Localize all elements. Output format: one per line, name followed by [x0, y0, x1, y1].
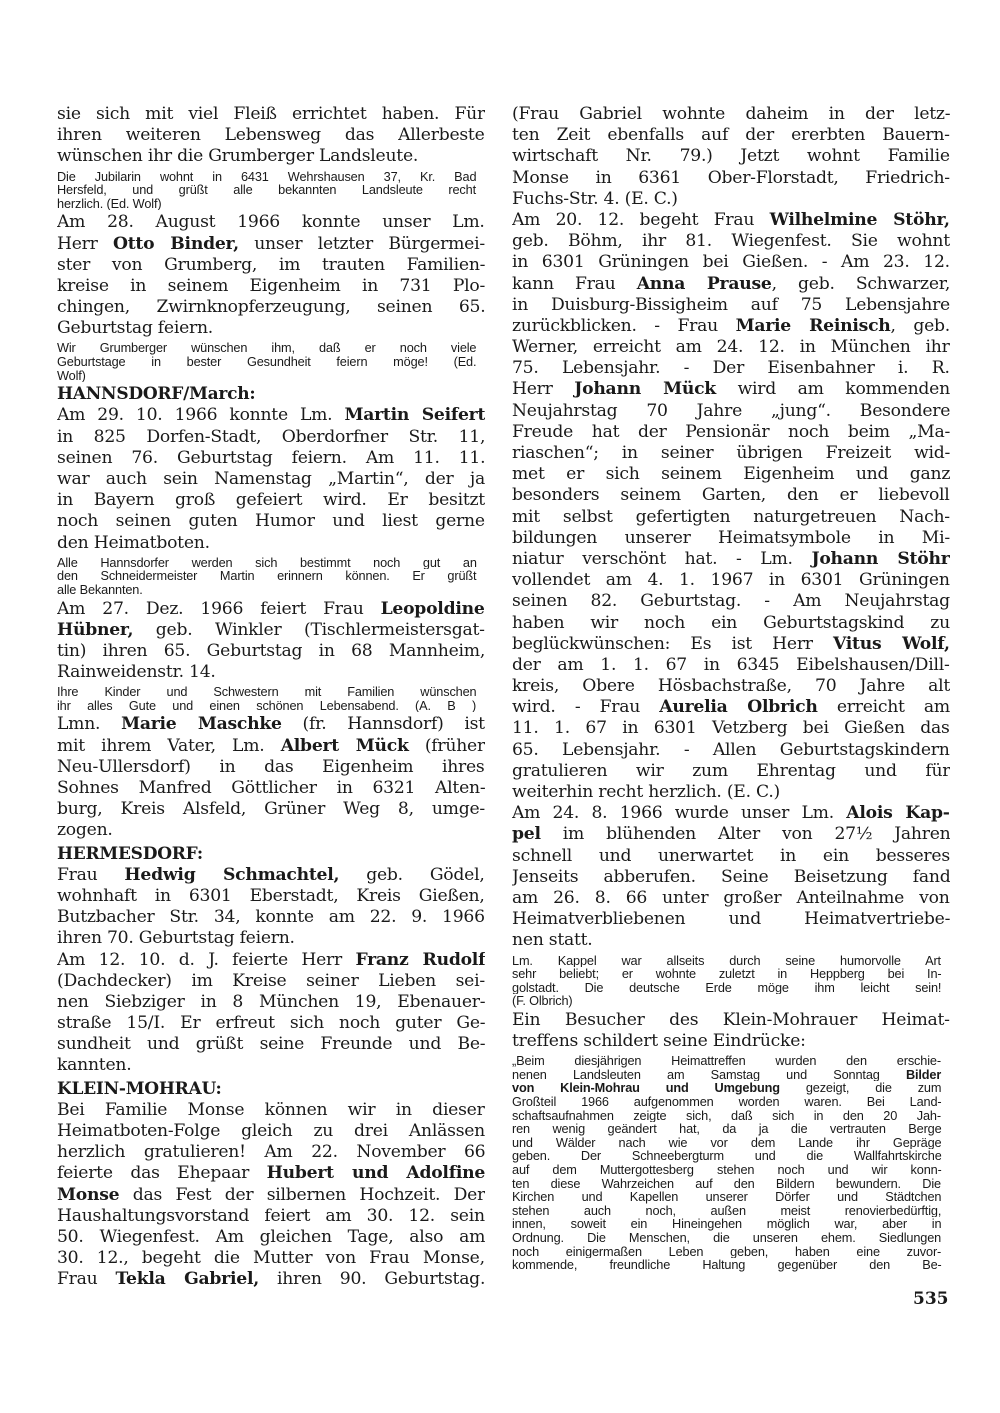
note-text-line: [512, 1054, 941, 1068]
text-segment: geb. Winkler (Tischlermeistersgat-: [133, 619, 485, 640]
body-text-line: [512, 104, 950, 125]
body-text-line: [57, 255, 485, 276]
body-text-line: [57, 104, 485, 125]
text-segment: Haushaltungsvorstand feiert am 30. 12. sein: [57, 1205, 485, 1226]
bold-name: Albert Mück: [280, 735, 409, 756]
body-text-line: [57, 992, 485, 1013]
body-text-line: [512, 930, 950, 951]
text-segment: mit ihrem Vater, Lm.: [57, 735, 281, 756]
text-segment: nen Siebziger in 8 München 19, Ebenauer-: [57, 991, 485, 1012]
text-segment: erreicht am: [817, 697, 950, 718]
text-segment: , geb. Schwarzer,: [771, 273, 950, 294]
body-text-line: [57, 1055, 485, 1076]
bold-name: von Klein-Mohrau und Umgebung: [512, 1081, 780, 1096]
text-segment: niatur verschönt hat. - Lm.: [512, 548, 812, 569]
text-segment: am 26. 8. 66 unter großer Anteilnahme von: [512, 887, 950, 908]
text-segment: , geb.: [890, 315, 950, 336]
section-heading: [57, 844, 485, 865]
text-segment: wirtschaft Nr. 79.) Jetzt wohnt Familie: [512, 146, 950, 167]
body-text-line: [57, 427, 485, 448]
body-text-line: [512, 697, 950, 718]
body-text-line: [512, 803, 950, 824]
text-segment: sundheit und grüßt seine Freunde und Be-: [57, 1034, 485, 1055]
body-text-line: [512, 676, 950, 697]
body-text-line: [512, 782, 950, 803]
body-text-line: [57, 1034, 485, 1055]
text-segment: weiterhin recht herzlich. (E. C.): [512, 782, 780, 802]
bold-name: Hubert und Adolfine: [266, 1163, 485, 1184]
body-text-line: [512, 740, 950, 761]
text-segment: in 825 Dorfen-Stadt, Oberdorfner Str. 11,: [57, 426, 485, 447]
text-segment: Lm. Kappel war allseits durch seine humorvolle Art: [512, 953, 941, 968]
body-text-line: [512, 867, 950, 888]
note-text-line: [512, 1163, 941, 1177]
text-segment: herzlich gratulieren! Am 22. November 66: [57, 1142, 485, 1163]
text-segment: 65. Lebensjahr. - Allen Geburtstagskindern: [512, 739, 950, 760]
text-segment: (Dachdecker) im Kreise seiner Lieben sei-: [57, 970, 485, 991]
body-text-line: [512, 655, 950, 676]
text-segment: ihren 70. Geburtstag feiern.: [57, 928, 295, 949]
text-segment: Ihre Kinder und Schwestern mit Familien wünschen: [57, 685, 477, 699]
bold-name: Wilhelmine Stöhr,: [769, 209, 950, 230]
text-segment: Großteil 1966 aufgenommen worden waren. Bei Land-: [512, 1095, 942, 1109]
body-text-line: [512, 528, 950, 549]
text-segment: Am 27. Dez. 1966 feiert Frau: [57, 598, 381, 619]
body-text-line: [512, 443, 950, 464]
text-segment: 50. Wiegenfest. Am gleichen Tage, also am: [57, 1226, 485, 1247]
bold-name: Otto Binder,: [113, 233, 239, 254]
body-text-line: [57, 865, 485, 886]
body-text-line: [512, 824, 950, 845]
body-text-line: [512, 846, 950, 867]
body-text-line: [57, 886, 485, 907]
text-segment: unser letzter Bürgermei-: [238, 233, 485, 254]
body-text-line: [57, 799, 485, 820]
text-segment: innen, soweit ein Hineingehen möglich war, aber in: [512, 1217, 942, 1231]
bold-name: Martin Seifert: [344, 405, 485, 426]
text-segment: Ordnung. Die Menschen, die unseren ehem. Siedlungen: [512, 1230, 942, 1245]
text-segment: auf dem Muttergottesberg stehen noch und wir konn-: [512, 1163, 942, 1177]
note-text-line: [57, 341, 476, 355]
text-segment: geben. Der Schneebergturm und die Wallfahrtskirche: [512, 1149, 942, 1163]
body-text-line: [57, 1121, 485, 1142]
text-segment: Am 28. August 1966 konnte unser Lm.: [57, 212, 485, 233]
body-text-line: [57, 1248, 485, 1269]
body-text-line: [512, 316, 950, 337]
text-segment: Alle Hannsdorfer werden sich bestimmt noch gut an: [57, 555, 477, 570]
text-segment: Freude hat der Pensionär noch beim „Ma-: [512, 421, 950, 442]
body-text-line: [512, 231, 950, 252]
body-text-line: [57, 1227, 485, 1248]
text-segment: bildungen unserer Heimatsymbole in Mi-: [512, 527, 950, 548]
note-text-line: [512, 981, 941, 995]
left-text-column: [57, 104, 485, 1291]
text-segment: kann Frau: [512, 273, 637, 294]
text-segment: Fuchs-Str. 4. (E. C.): [512, 188, 678, 209]
body-text-line: [57, 641, 485, 662]
body-text-line: [57, 511, 485, 532]
text-segment: Jenseits abberufen. Seine Beisetzung fand: [512, 866, 950, 887]
text-segment: met er sich seinem Eigenheim und ganz: [512, 464, 950, 485]
text-segment: Bei Familie Monse können wir in dieser: [57, 1099, 485, 1120]
text-segment: Wir Grumberger wünschen ihm, daß er noch viele: [57, 341, 477, 356]
bold-name: HANNSDORF/March:: [57, 384, 256, 405]
text-segment: tin) ihren 65. Geburtstag in 68 Mannheim,: [57, 640, 485, 661]
body-text-line: [57, 1185, 485, 1206]
note-text-line: [512, 1190, 941, 1204]
text-segment: Herr: [512, 379, 575, 400]
body-text-line: [512, 909, 950, 930]
text-segment: Werner, erreicht am 24. 12. in München ihr: [512, 337, 950, 358]
text-segment: riaschen“; in seiner übrigen Freizeit wid-: [512, 443, 950, 463]
text-segment: Rainweidenstr. 14.: [57, 662, 216, 683]
body-text-line: [57, 276, 485, 297]
text-segment: Geburtstage in bester Gesundheit feiern möge! (Ed.: [57, 355, 477, 369]
text-segment: Sohnes Manfred Göttlicher in 6321 Alten-: [57, 778, 485, 799]
text-segment: (fr. Hannsdorf) ist: [281, 714, 485, 735]
bold-name: Aurelia Olbrich: [659, 697, 818, 718]
text-segment: Am 24. 8. 1966 wurde unser Lm.: [512, 803, 847, 824]
text-segment: Frau: [57, 864, 125, 885]
note-text-line: [57, 183, 476, 197]
body-text-line: [57, 125, 485, 146]
text-segment: treffens schildert seine Eindrücke:: [512, 1031, 806, 1052]
text-segment: ren wenig geändert hat, da ja die vertrauten Berge: [512, 1122, 942, 1136]
page-number: 535: [913, 1289, 949, 1309]
bold-name: Franz Rudolf: [355, 949, 485, 970]
bold-name: Marie Reinisch: [735, 315, 891, 336]
text-segment: stehen auch noch, außen meist renovierbedürftig,: [512, 1203, 942, 1218]
right-text-column: [512, 104, 950, 1272]
text-segment: wünschen ihr die Grumberger Landsleute.: [57, 146, 419, 167]
body-text-line: [512, 125, 950, 146]
text-segment: Kirchen und Kapellen unserer Dörfer und Städtchen: [512, 1190, 942, 1204]
body-text-line: [512, 274, 950, 295]
body-text-line: [512, 337, 950, 358]
note-text-line: [512, 1217, 941, 1231]
body-text-line: [512, 570, 950, 591]
bold-name: KLEIN-MOHRAU:: [57, 1078, 222, 1099]
bold-name: Leopoldine: [380, 598, 485, 619]
text-segment: zogen.: [57, 820, 113, 841]
bold-name: Vitus Wolf,: [832, 633, 950, 654]
text-segment: mit selbst gefertigten naturgetreuen Nach-: [512, 506, 950, 527]
text-segment: den Heimatboten.: [57, 532, 210, 553]
text-segment: ten Zeit ebenfalls auf der ererbten Bauern-: [512, 125, 950, 146]
text-segment: ihren 90. Geburtstag.: [258, 1269, 485, 1290]
note-text-line: [512, 1245, 941, 1259]
text-segment: besonders seinem Garten, den er liebevoll: [512, 485, 950, 506]
body-text-line: [57, 714, 485, 735]
text-segment: seinen 82. Geburtstag. - Am Neujahrstag: [512, 591, 950, 612]
text-segment: Monse in 6361 Ober-Florstadt, Friedrich-: [512, 167, 950, 188]
text-segment: golstadt. Die deutsche Erde möge ihm leicht sein!: [512, 980, 942, 995]
note-text-line: [512, 1068, 941, 1082]
note-text-line: [57, 685, 476, 699]
text-segment: den Schneidermeister Martin erinnern können. Er grüßt: [57, 569, 477, 583]
body-text-line: [57, 469, 485, 490]
body-text-line: [57, 907, 485, 928]
bold-name: Johann Stöhr: [811, 548, 950, 569]
body-text-line: [512, 591, 950, 612]
text-segment: ster von Grumberg, im trauten Familien-: [57, 254, 485, 275]
note-text-line: [512, 994, 941, 1008]
note-text-line: [57, 556, 476, 570]
text-segment: geb. Gödel,: [339, 864, 485, 885]
bold-name: Monse: [57, 1184, 120, 1205]
body-text-line: [512, 507, 950, 528]
body-text-line: [512, 888, 950, 909]
body-text-line: [512, 379, 950, 400]
body-text-line: [57, 1142, 485, 1163]
text-segment: wohnhaft in 6301 Eberstadt, Kreis Gießen,: [57, 885, 485, 906]
text-segment: Am 20. 12. begeht Frau: [512, 209, 770, 230]
body-text-line: [512, 401, 950, 422]
text-segment: „Beim diesjährigen Heimattreffen wurden den erschie-: [512, 1054, 941, 1068]
bold-name: Bilder: [905, 1067, 942, 1082]
text-segment: Herr: [57, 233, 114, 254]
body-text-line: [57, 1206, 485, 1227]
text-segment: gezeigt, die zum: [779, 1081, 942, 1096]
text-segment: straße 15/I. Er erfreut sich noch guter Ge-: [57, 1013, 485, 1034]
bold-name: Marie Maschke: [121, 714, 282, 735]
body-text-line: [57, 234, 485, 255]
body-text-line: [57, 1013, 485, 1034]
text-segment: Heimatverbliebenen und Heimatvertriebe-: [512, 909, 950, 930]
note-text-line: [57, 369, 476, 383]
text-segment: feierte das Ehepaar: [57, 1163, 267, 1184]
body-text-line: [512, 189, 950, 210]
text-segment: Ein Besucher des Klein-Mohrauer Heimat-: [512, 1009, 950, 1030]
body-text-line: [57, 662, 485, 683]
body-text-line: [512, 464, 950, 485]
body-text-line: [57, 212, 485, 233]
note-text-line: [512, 967, 941, 981]
body-text-line: [512, 252, 950, 273]
text-segment: und Wälder nach wie vor dem Lande ihr Gepräge: [512, 1135, 942, 1150]
text-segment: Wolf): [57, 368, 86, 383]
note-text-line: [57, 197, 476, 211]
text-segment: Heimatboten-Folge gleich zu drei Anlässen: [57, 1121, 485, 1142]
body-text-line: [57, 1100, 485, 1121]
text-segment: (F. Olbrich): [512, 994, 573, 1008]
body-text-line: [57, 971, 485, 992]
text-segment: Hersfeld, und grüßt alle bekannten Landsleute recht: [57, 183, 476, 197]
text-segment: (früher: [408, 735, 485, 756]
body-text-line: [57, 146, 485, 167]
text-segment: wird am kommenden: [715, 379, 950, 400]
note-text-line: [57, 569, 476, 583]
text-segment: kannten.: [57, 1055, 132, 1076]
body-text-line: [57, 1163, 485, 1184]
text-segment: ihren weiteren Lebensweg das Allerbeste: [57, 125, 485, 146]
text-segment: beglückwünschen: Es ist Herr: [512, 633, 833, 654]
text-segment: alle Bekannten.: [57, 582, 143, 597]
body-text-line: [512, 168, 950, 189]
text-segment: chingen, Zwirnknopferzeugung, seinen 65.: [57, 297, 485, 318]
text-segment: nen statt.: [512, 930, 593, 951]
text-segment: noch seinen guten Humor und liest gerne: [57, 511, 485, 532]
body-text-line: [57, 533, 485, 554]
text-segment: Geburtstag feiern.: [57, 318, 213, 339]
text-segment: kreis, Obere Hösbachstraße, 70 Jahre alt: [512, 676, 950, 697]
note-text-line: [512, 1258, 941, 1272]
text-segment: haben wir noch ein Geburtstagskind zu: [512, 612, 950, 633]
text-segment: noch einigermaßen Leben geben, haben eine zuvor-: [512, 1244, 942, 1259]
note-text-line: [512, 1122, 941, 1136]
text-segment: seinen 76. Geburtstag feiern. Am 11. 11.: [57, 447, 485, 468]
text-segment: ten diese Wahrzeichen auf den Bildern bewundern. Die: [512, 1176, 941, 1191]
text-segment: vollendet am 4. 1. 1967 in 6301 Grüningen: [512, 570, 950, 591]
body-text-line: [512, 358, 950, 379]
note-text-line: [512, 1149, 941, 1163]
text-segment: Am 29. 10. 1966 konnte Lm.: [57, 405, 345, 426]
text-segment: in Bayern groß gefeiert wird. Er besitzt: [57, 490, 485, 511]
body-text-line: [512, 485, 950, 506]
note-text-line: [512, 1231, 941, 1245]
text-segment: war auch sein Namenstag „Martin“, der ja: [57, 469, 485, 489]
text-segment: gratulieren wir zum Ehrentag und für: [512, 760, 950, 781]
text-segment: 11. 1. 67 in 6301 Vetzberg bei Gießen das: [512, 718, 950, 739]
body-text-line: [57, 778, 485, 799]
bold-name: Johann Mück: [574, 379, 716, 400]
note-text-line: [512, 1081, 941, 1095]
text-segment: 75. Lebensjahr. - Der Eisenbahner i. R.: [512, 358, 950, 379]
text-segment: (Frau Gabriel wohnte daheim in der letz-: [512, 104, 950, 124]
text-segment: schnell und unerwartet in ein besseres: [512, 845, 950, 866]
text-segment: nenen Landsleuten am Samstag und Sonntag: [512, 1067, 906, 1082]
body-text-line: [512, 718, 950, 739]
body-text-line: [512, 146, 950, 167]
body-text-line: [57, 950, 485, 971]
body-text-line: [512, 1010, 950, 1031]
text-segment: Neujahrstag 70 Jahre „jung“. Besondere: [512, 400, 950, 421]
body-text-line: [57, 599, 485, 620]
body-text-line: [57, 736, 485, 757]
text-segment: Neu-Ullersdorf) in das Eigenheim ihres: [57, 756, 485, 777]
note-text-line: [57, 699, 476, 713]
body-text-line: [512, 210, 950, 231]
text-segment: in Duisburg-Bissigheim auf 75 Lebensjahre: [512, 294, 950, 315]
text-segment: der am 1. 1. 67 in 6345 Eibelshausen/Dill-: [512, 654, 950, 675]
text-segment: in 6301 Grüningen bei Gießen. - Am 23. 12.: [512, 252, 950, 273]
body-text-line: [57, 1269, 485, 1290]
text-segment: Am 12. 10. d. J. feierte Herr: [57, 949, 356, 970]
body-text-line: [512, 761, 950, 782]
text-segment: 30. 12., begeht die Mutter von Frau Monse,: [57, 1248, 485, 1269]
note-text-line: [512, 1136, 941, 1150]
body-text-line: [512, 1031, 950, 1052]
text-segment: das Fest der silbernen Hochzeit. Der: [119, 1184, 485, 1205]
body-text-line: [57, 405, 485, 426]
bold-name: Hedwig Schmachtel,: [124, 864, 340, 885]
body-text-line: [57, 820, 485, 841]
text-segment: zurückblicken. - Frau: [512, 315, 736, 336]
body-text-line: [512, 549, 950, 570]
bold-name: Anna Prause: [636, 273, 772, 294]
body-text-line: [57, 490, 485, 511]
note-text-line: [512, 954, 941, 968]
text-segment: Lmn.: [57, 714, 122, 735]
section-heading: [57, 1079, 485, 1100]
bold-name: HERMESDORF:: [57, 843, 203, 864]
bold-name: Tekla Gabriel,: [115, 1269, 259, 1290]
text-segment: ihr alles Gute und einen schönen Lebensabend. (A. B ): [57, 698, 477, 713]
note-text-line: [57, 583, 476, 597]
body-text-line: [512, 422, 950, 443]
note-text-line: [57, 355, 476, 369]
body-text-line: [57, 448, 485, 469]
text-segment: sehr beliebt; er wohnte zuletzt in Heppberg bei In-: [512, 967, 942, 981]
note-text-line: [512, 1177, 941, 1191]
body-text-line: [57, 757, 485, 778]
body-text-line: [512, 634, 950, 655]
text-segment: burg, Kreis Alsfeld, Grüner Weg 8, umge-: [57, 799, 485, 820]
bold-name: Hübner,: [57, 619, 134, 640]
bold-name: Alois Kap-: [846, 803, 950, 824]
text-segment: wird. - Frau: [512, 697, 660, 718]
body-text-line: [512, 613, 950, 634]
text-segment: Butzbacher Str. 34, konnte am 22. 9. 1966: [57, 907, 485, 928]
text-segment: sie sich mit viel Fleiß errichtet haben. Für: [57, 104, 485, 124]
text-segment: kommende, freundliche Haltung gegenüber den Be-: [512, 1258, 942, 1272]
body-text-line: [57, 318, 485, 339]
text-segment: geb. Böhm, ihr 81. Wiegenfest. Sie wohnt: [512, 231, 950, 252]
body-text-line: [57, 928, 485, 949]
text-segment: schaftsaufnahmen zeigte sich, daß sich in den 20 Jah-: [512, 1108, 941, 1123]
section-heading: [57, 384, 485, 405]
note-text-line: [512, 1109, 941, 1123]
note-text-line: [512, 1095, 941, 1109]
text-segment: im blühenden Alter von 27½ Jahren: [540, 824, 950, 845]
body-text-line: [57, 620, 485, 641]
text-segment: kreise in seinem Eigenheim in 731 Plo-: [57, 275, 485, 296]
bold-name: pel: [512, 824, 541, 845]
text-segment: herzlich. (Ed. Wolf): [57, 196, 162, 211]
body-text-line: [512, 295, 950, 316]
note-text-line: [512, 1204, 941, 1218]
text-segment: Frau: [57, 1269, 116, 1290]
note-text-line: [57, 170, 476, 184]
text-segment: Die Jubilarin wohnt in 6431 Wehrshausen 37, Kr. Bad: [57, 169, 477, 184]
body-text-line: [57, 297, 485, 318]
